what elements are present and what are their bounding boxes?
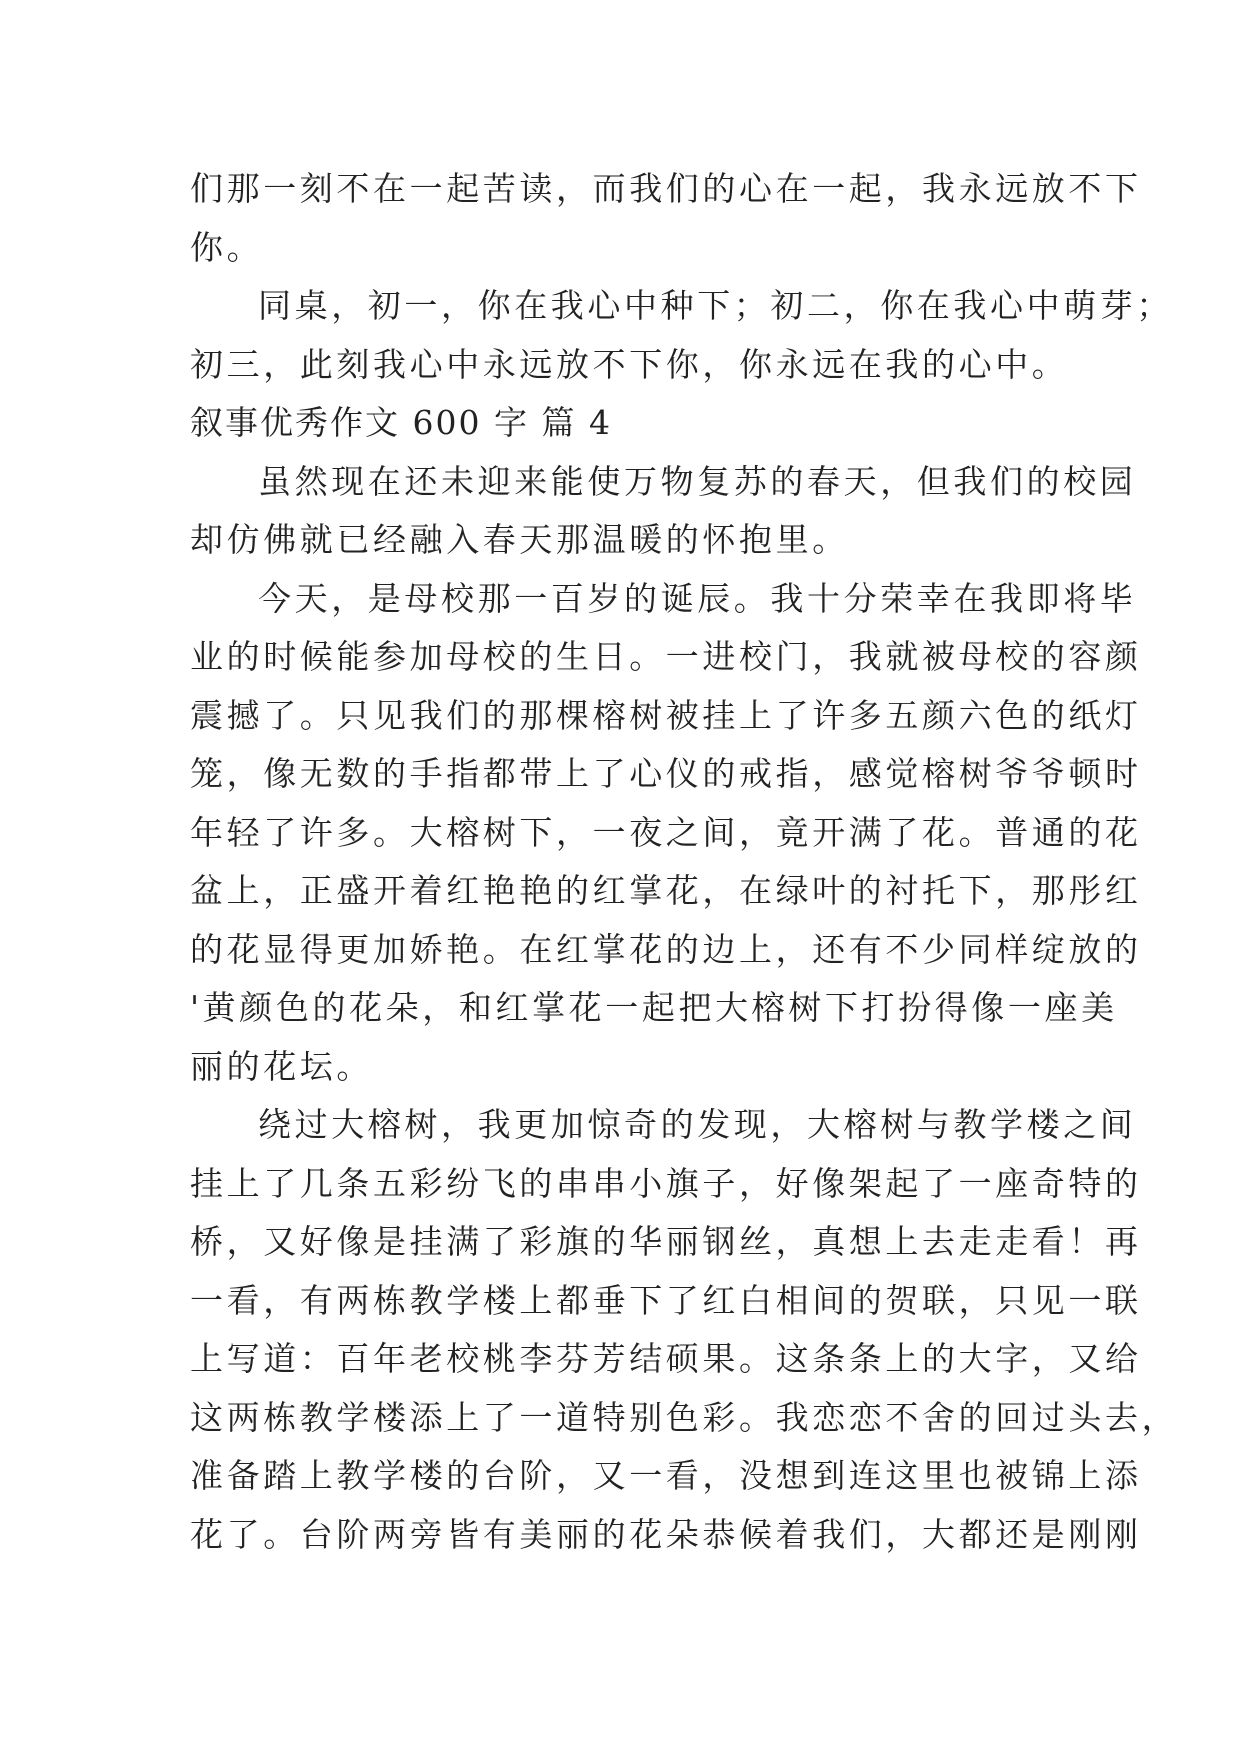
text-line: '黄颜色的花朵，和红掌花一起把大榕树下打扮得像一座美 [190, 988, 1118, 1027]
text-line: 却仿佛就已经融入春天那温暖的怀抱里。 [190, 520, 849, 559]
text-line: 笼，像无数的手指都带上了心仪的戒指，感觉榕树爷爷顿时 [190, 754, 1142, 793]
text-line: 这两栋教学楼添上了一道特别色彩。我恋恋不舍的回过头去， [190, 1397, 1179, 1437]
paragraph [190, 453, 1137, 570]
paragraph [190, 277, 1173, 394]
text-line: 同桌，初一，你在我心中种下；初二，你在我心中萌芽； [258, 286, 1173, 325]
text-line: 花了。台阶两旁皆有美丽的花朵恭候着我们，大都还是刚刚 [190, 1514, 1142, 1554]
document-body [190, 160, 1179, 1564]
paragraph [190, 570, 1142, 1097]
text-line: 的花显得更加娇艳。在红掌花的边上，还有不少同样绽放的 [190, 929, 1142, 969]
text-line: 初三，此刻我心中永远放不下你，你永远在我的心中。 [190, 344, 1069, 384]
text-line: 绕过大榕树，我更加惊奇的发现，大榕树与教学楼之间 [258, 1105, 1137, 1144]
paragraph [190, 1096, 1179, 1564]
text-line: 年轻了许多。大榕树下，一夜之间，竟开满了花。普通的花 [190, 812, 1142, 852]
text-line: 震撼了。只见我们的那棵榕树被挂上了许多五颜六色的纸灯 [190, 695, 1142, 735]
section-heading: 叙事优秀作文 600 字 篇 4 [190, 403, 612, 442]
text-line: 准备踏上教学楼的台阶，又一看，没想到连这里也被锦上添 [190, 1456, 1142, 1495]
text-line: 今天，是母校那一百岁的诞辰。我十分荣幸在我即将毕 [258, 578, 1137, 618]
text-line: 你。 [190, 227, 264, 267]
text-line: 盆上，正盛开着红艳艳的红掌花，在绿叶的衬托下，那彤红 [190, 871, 1142, 910]
text-line: 桥，又好像是挂满了彩旗的华丽钢丝，真想上去走走看！再 [190, 1222, 1142, 1261]
text-line: 业的时候能参加母校的生日。一进校门，我就被母校的容颜 [190, 637, 1142, 676]
text-line: 丽的花坛。 [190, 1046, 373, 1086]
text-line: 们那一刻不在一起苦读，而我们的心在一起，我永远放不下 [190, 169, 1142, 208]
paragraph [190, 160, 1142, 277]
text-line: 虽然现在还未迎来能使万物复苏的春天，但我们的校园 [258, 461, 1137, 501]
text-line: 挂上了几条五彩纷飞的串串小旗子，好像架起了一座奇特的 [190, 1163, 1142, 1203]
text-line: 上写道：百年老校桃李芬芳结硕果。这条条上的大字，又给 [190, 1339, 1142, 1378]
text-line: 一看，有两栋教学楼上都垂下了红白相间的贺联，只见一联 [190, 1280, 1142, 1320]
